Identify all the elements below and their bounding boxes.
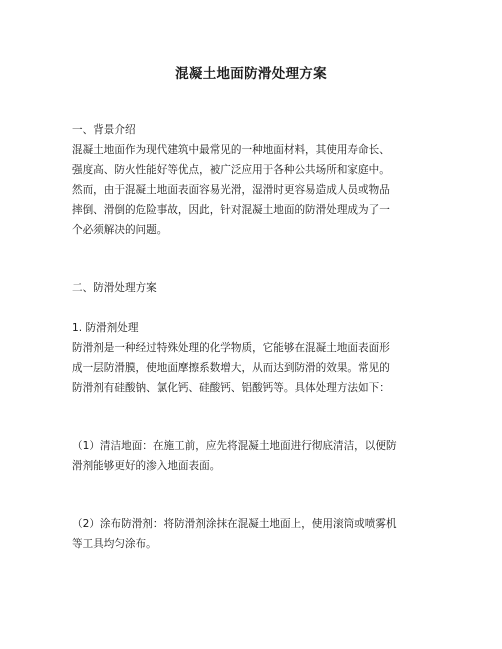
paragraph-line: 然而，由于混凝土地面表面容易光滑，湿滑时更容易造成人员或物品	[72, 184, 390, 196]
subsection-heading: 1. 防滑剂处理	[72, 322, 139, 334]
paragraph-line: 等工具均匀涂布。	[72, 538, 157, 550]
step-clean-floor	[72, 436, 440, 476]
step-apply-agent	[72, 514, 440, 554]
paragraph-line: 成一层防滑膜，使地面摩擦系数增大，从而达到防滑的效果。常见的	[72, 362, 390, 374]
paragraph-line: （2）涂布防滑剂：将防滑剂涂抹在混凝土地面上，使用滚筒或喷雾机	[72, 518, 397, 530]
paragraph-line: 强度高、防火性能好等优点，被广泛应用于各种公共场所和家庭中。	[72, 164, 390, 176]
paragraph-line: 滑剂能够更好的渗入地面表面。	[72, 460, 221, 472]
subsection-anti-slip-agent	[72, 318, 440, 398]
paragraph-line: 防滑剂有硅酸钠、氯化钙、硅酸钙、铝酸钙等。具体处理方法如下：	[72, 382, 390, 394]
section-heading: 二、防滑处理方案	[72, 282, 157, 294]
paragraph-line: 摔倒、滑倒的危险事故，因此，针对混凝土地面的防滑处理成为了一	[72, 204, 390, 216]
paragraph-line: 混凝土地面作为现代建筑中最常见的一种地面材料，其使用寿命长、	[72, 144, 390, 156]
paragraph-line: 防滑剂是一种经过特殊处理的化学物质，它能够在混凝土地面表面形	[72, 342, 390, 354]
section-heading: 一、背景介绍	[72, 124, 136, 136]
paragraph-line: 个必须解决的问题。	[72, 224, 168, 236]
section-background	[72, 120, 440, 240]
section-scheme	[72, 278, 440, 298]
paragraph-line: （1）清洁地面：在施工前，应先将混凝土地面进行彻底清洁，以便防	[72, 440, 397, 452]
document-title: 混凝土地面防滑处理方案	[175, 66, 327, 82]
